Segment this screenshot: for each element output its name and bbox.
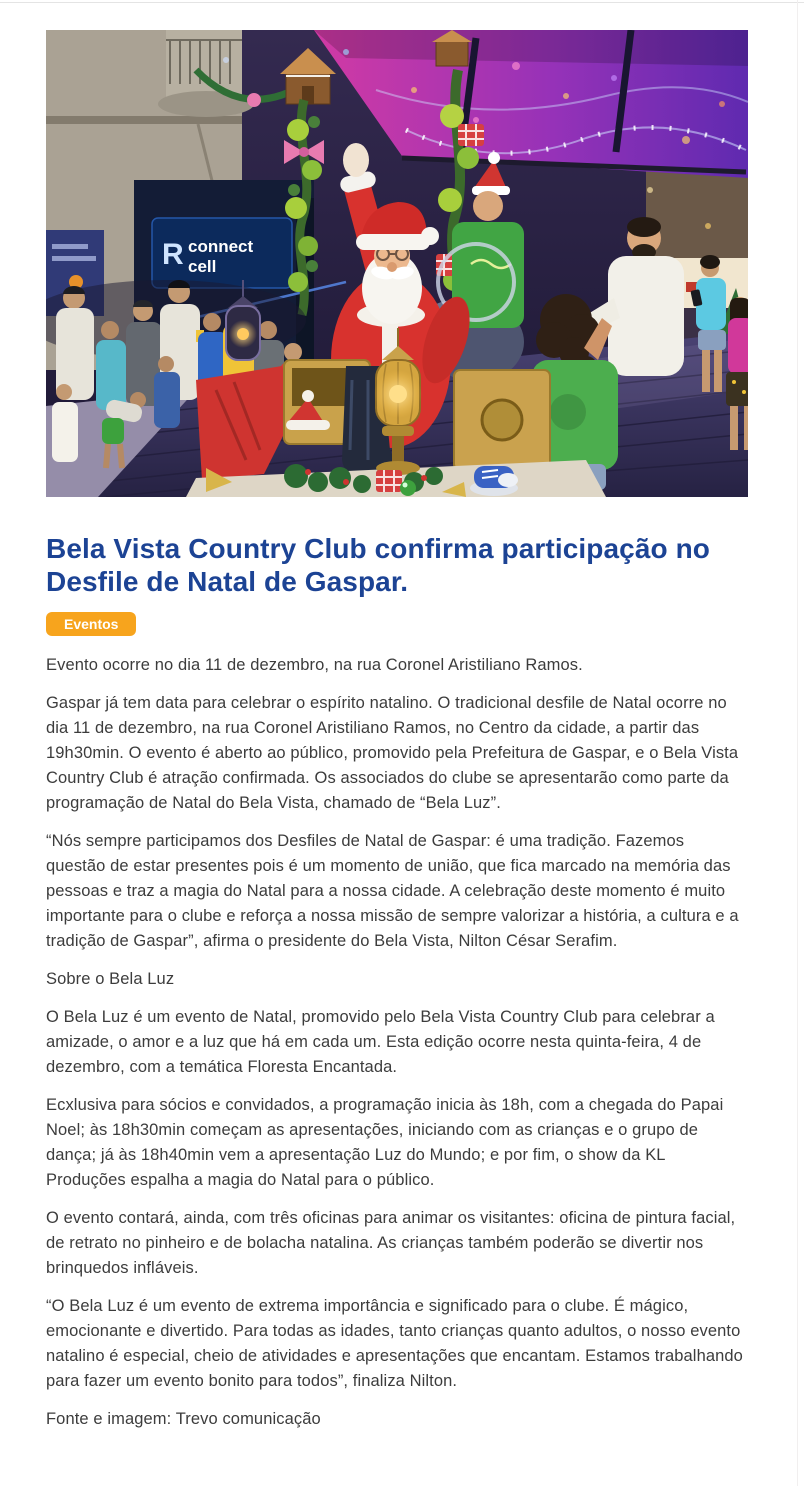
gingham-bow: [458, 124, 484, 146]
article-subheading: Sobre o Bela Luz: [46, 970, 175, 988]
article-title: Bela Vista Country Club confirma participação no Desfile de Natal de Gaspar.: [46, 533, 710, 597]
article-paragraph: O Bela Luz é um evento de Natal, promovido pelo Bela Vista Country Club para celebrar a amizade, o amor e a luz que há em cada um. Esta edição ocorre nesta quinta-feira, 4 de dezembro, com a temática Floresta Encantada.: [46, 1008, 715, 1076]
blue-sneaker: [470, 466, 518, 496]
page-top-divider: [0, 2, 804, 3]
article-body: [46, 653, 748, 1432]
store-sign-line2: cell: [188, 257, 217, 276]
page-right-edge: [797, 0, 798, 1486]
article-source: Fonte e imagem: Trevo comunicação: [46, 1410, 321, 1428]
article-paragraph: “Nós sempre participamos dos Desfiles de Natal de Gaspar: é uma tradição. Fazemos questão de estar presentes pois é um momento de união, que fica marcado na memória das pessoas e traz a magia do Natal para a nossa cidade. A celebração deste momento é muito importante para o clube e reforça a nossa missão de sempre valorizar a história, a cultura e a tradição de Gaspar”, afirma o presidente do Bela Vista, Nilton César Serafim.: [46, 832, 739, 950]
store-sign-line1: connect: [188, 237, 254, 256]
hero-image-christmas-parade: [46, 30, 748, 497]
category-badge-eventos[interactable]: Eventos: [46, 612, 136, 636]
article-paragraph: Ecxlusiva para sócios e convidados, a programação inicia às 18h, com a chegada do Papai Noel; às 18h30min começam as apresentações, iniciando com as crianças e o grupo de dança; já às 18h40min vem a apresentação Luz do Mundo; e por fim, o show da KL Produções espalha a magia do Natal para o público.: [46, 1096, 724, 1189]
article-paragraph: Gaspar já tem data para celebrar o espírito natalino. O tradicional desfile de Natal ocorre no dia 11 de dezembro, na rua Coronel Aristiliano Ramos, no Centro da cidade, a partir das 19h30min. O evento é aberto ao público, promovido pela Prefeitura de Gaspar, e o Bela Vista Country Club é atração confirmada. Os associados do clube se apresentarão como parte da programação de Natal do Bela Vista, chamado de “Bela Luz”.: [46, 694, 739, 812]
article-paragraph: O evento contará, ainda, com três oficinas para animar os visitantes: oficina de pintura facial, de retrato no pinheiro e de bolacha natalina. As crianças também poderão se divertir nos brinquedos infláveis.: [46, 1209, 736, 1277]
article-paragraph: “O Bela Luz é um evento de extrema importância e significado para o clube. É mágico, emocionante e divertido. Para todas as idades, tanto crianças quanto adultos, o nosso evento natalino é especial, cheio de atividades e apresentações que encantam. Estamos trabalhando para fazer um evento bonito para todos”, finaliza Nilton.: [46, 1297, 743, 1390]
store-sign-logo: R: [162, 238, 184, 271]
gingham-bow: [376, 470, 402, 492]
article-lead: Evento ocorre no dia 11 de dezembro, na rua Coronel Aristiliano Ramos.: [46, 656, 583, 674]
article-container: [46, 30, 748, 1445]
